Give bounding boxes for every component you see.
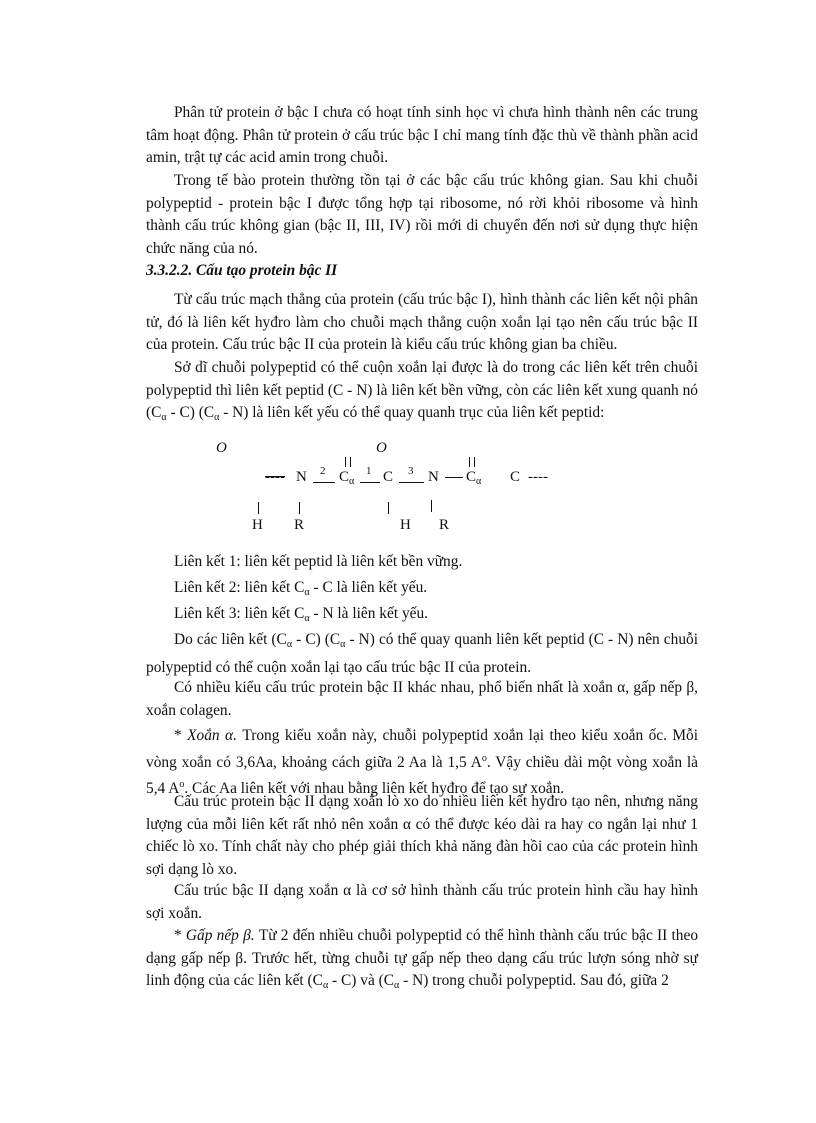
double-bond-mark xyxy=(350,457,351,467)
bond-2-description xyxy=(146,577,698,605)
paragraph-alpha-helix xyxy=(146,725,698,801)
bond-line xyxy=(360,482,380,483)
bond-line xyxy=(445,477,463,478)
chain-continuation: ---- xyxy=(528,469,548,485)
paragraph-text: - C) (C xyxy=(292,631,341,648)
alpha-subscript: α xyxy=(304,587,310,598)
alpha-subscript: α xyxy=(349,476,355,487)
alpha-subscript: α xyxy=(161,412,167,424)
bond-line xyxy=(399,482,424,483)
paragraph-text: Liên kết 2: liên kết C xyxy=(174,579,305,596)
section-heading: 3.3.2.2. Cấu tạo protein bậc II xyxy=(146,262,338,279)
paragraph-coiling-reason xyxy=(146,357,698,430)
paragraph-text: Cấu trúc protein bậc II dạng xoắn lò xo do nhiều liên kết hyđro tạo nên, nhưng năng lượng của mỗi liên kết rất nhỏ nên xoắn α có thể được kéo dài ra hay co ngắn lại như 1 chiếc lò xo. Tính chất này cho phép giải thích khả năng đàn hồi cao của các protein hình sợi dạng lò xo. xyxy=(146,793,698,878)
paragraph-text: - N là liên kết yếu. xyxy=(309,605,429,622)
paragraph-secondary-structure xyxy=(146,289,698,357)
paragraph-text: . Vậy chiều dài một vòng xoắn là 5,4 A xyxy=(146,753,699,798)
carbon-letter: C xyxy=(466,469,477,485)
paragraph-text: Có nhiều kiểu cấu trúc protein bậc II khác nhau, phổ biến nhất là xoắn α, gấp nếp β, xoắn colagen. xyxy=(146,679,698,719)
paragraph-text: - C) (C xyxy=(166,404,215,422)
double-bond-mark xyxy=(474,457,475,467)
side-bond-line xyxy=(388,502,389,514)
paragraph-text: - C là liên kết yếu. xyxy=(309,579,428,596)
paragraph-text: Phân tử protein ở bậc I chưa có hoạt tính sinh học vì chưa hình thành nên các trung tâm hoạt động. Phân tử protein ở cấu trúc bậc I chỉ mang tính đặc thù về thành phần acid amin, trật tự các acid amin trong chuỗi. xyxy=(146,104,698,167)
angstrom-superscript: o xyxy=(481,752,487,764)
bullet-mark: * xyxy=(174,727,188,744)
alpha-helix-title: Xoắn α. xyxy=(187,727,237,744)
paragraph-rotation xyxy=(146,629,698,679)
paragraph-cell-protein xyxy=(146,170,698,260)
paragraph-text: Trong kiểu xoắn này, chuỗi polypeptid xoắn lại theo kiểu xoắn ốc. Mỗi vòng xoắn có 3,6Aa, khoảng cách giữa 2 Aa là 1,5 A xyxy=(146,727,699,771)
alpha-subscript: α xyxy=(286,639,293,650)
bond-3-description xyxy=(146,603,698,631)
paragraph-protein-level-1 xyxy=(146,102,698,170)
bond-number: 3 xyxy=(408,465,414,477)
oxygen-label: O xyxy=(216,440,227,456)
paragraph-structure-types xyxy=(146,677,698,722)
paragraph-text: - N) có thể quay quanh liên kết peptid (C - N) nên chuỗi polypeptid có thể cuộn xoắn lại tạo cấu trúc bậc II của protein. xyxy=(146,631,699,676)
hydrogen-atom: H xyxy=(400,517,411,533)
alpha-subscript: α xyxy=(322,980,329,992)
oxygen-label: O xyxy=(376,440,387,456)
paragraph-text: Cấu trúc bậc II dạng xoắn α là cơ sở hình thành cấu trúc protein hình cầu hay hình sợi xoắn. xyxy=(146,882,698,922)
bond-number: 2 xyxy=(320,465,326,477)
paragraph-beta-sheet xyxy=(146,925,698,998)
alpha-subscript: α xyxy=(394,980,400,992)
paragraph-text: Sở dĩ chuỗi polypeptid có thể cuộn xoắn lại được là do trong các liên kết trên chuỗi polypeptid thì liên kết peptid (C - N) là liên kết bền vững, còn các liên kết xung quanh nó (C xyxy=(146,359,698,422)
double-bond-mark xyxy=(469,457,470,467)
double-bond-mark xyxy=(345,457,346,467)
alpha-subscript: α xyxy=(340,639,346,650)
nitrogen-atom: N xyxy=(296,469,307,485)
paragraph-alpha-basis xyxy=(146,880,698,925)
paragraph-text: Liên kết 1: liên kết peptid là liên kết bền vững. xyxy=(174,553,463,570)
carbon-letter: C xyxy=(339,469,350,485)
side-bond-line xyxy=(431,500,432,512)
paragraph-text: . Các Aa liên kết với nhau bằng liên kết hyđro để tạo sự xoắn. xyxy=(184,780,565,798)
paragraph-text: Trong tế bào protein thường tồn tại ở các bậc cấu trúc không gian. Sau khi chuỗi polypeptid - protein bậc I được tổng hợp tại ribosome, nó rời khỏi ribosome và hình thành cấu trúc không gian (bậc II, III, IV) rồi mới di chuyển đến nơi sử dụng thực hiện chức năng của nó. xyxy=(146,172,698,257)
hydrogen-atom: H xyxy=(252,517,263,533)
alpha-subscript: α xyxy=(304,613,310,624)
side-bond-line xyxy=(258,502,259,514)
angstrom-superscript: o xyxy=(179,779,185,791)
side-chain-r: R xyxy=(294,517,305,533)
side-chain-r: R xyxy=(439,517,450,533)
alpha-subscript: α xyxy=(476,476,482,487)
alpha-carbon-atom xyxy=(339,468,354,491)
peptide-bond-diagram xyxy=(0,0,816,560)
paragraph-text: - C) và (C xyxy=(328,972,395,990)
alpha-subscript: α xyxy=(214,412,220,424)
paragraph-text: Từ 2 đến nhiều chuỗi polypeptid có thể hình thành cấu trúc bậc II theo dạng gấp nếp β. Trước hết, từng chuỗi tự gấp nếp theo dạng cấu trúc lượn sóng nhờ sự linh động của các liên kết (C xyxy=(146,927,699,990)
paragraph-spring-structure xyxy=(146,791,698,881)
paragraph-text: Liên kết 3: liên kết C xyxy=(174,605,305,622)
paragraph-text: Từ cấu trúc mạch thẳng của protein (cấu trúc bậc I), hình thành các liên kết nội phân tử, đó là liên kết hyđro làm cho chuỗi mạch thẳng cuộn xoắn lại tạo nên cấu trúc bậc II của protein. Cấu trúc bậc II của protein là kiểu cấu trúc không gian ba chiều. xyxy=(146,291,698,354)
chain-continuation: ---- xyxy=(265,469,285,485)
paragraph-text: - N) trong chuỗi polypeptid. Sau đó, giữa 2 xyxy=(399,972,669,990)
bullet-mark: * xyxy=(174,927,186,944)
nitrogen-atom: N xyxy=(428,469,439,485)
alpha-carbon-atom xyxy=(466,468,481,491)
carbon-atom: C xyxy=(383,469,394,485)
beta-sheet-title: Gấp nếp β. xyxy=(185,927,255,944)
bond-line xyxy=(313,482,335,483)
bond-number: 1 xyxy=(366,465,372,477)
side-bond-line xyxy=(299,502,300,514)
paragraph-text: Do các liên kết (C xyxy=(174,631,287,648)
carbon-atom: C xyxy=(510,469,521,485)
bond-1-description xyxy=(146,551,698,574)
paragraph-text: - N) là liên kết yếu có thể quay quanh trục của liên kết peptid: xyxy=(219,404,605,422)
